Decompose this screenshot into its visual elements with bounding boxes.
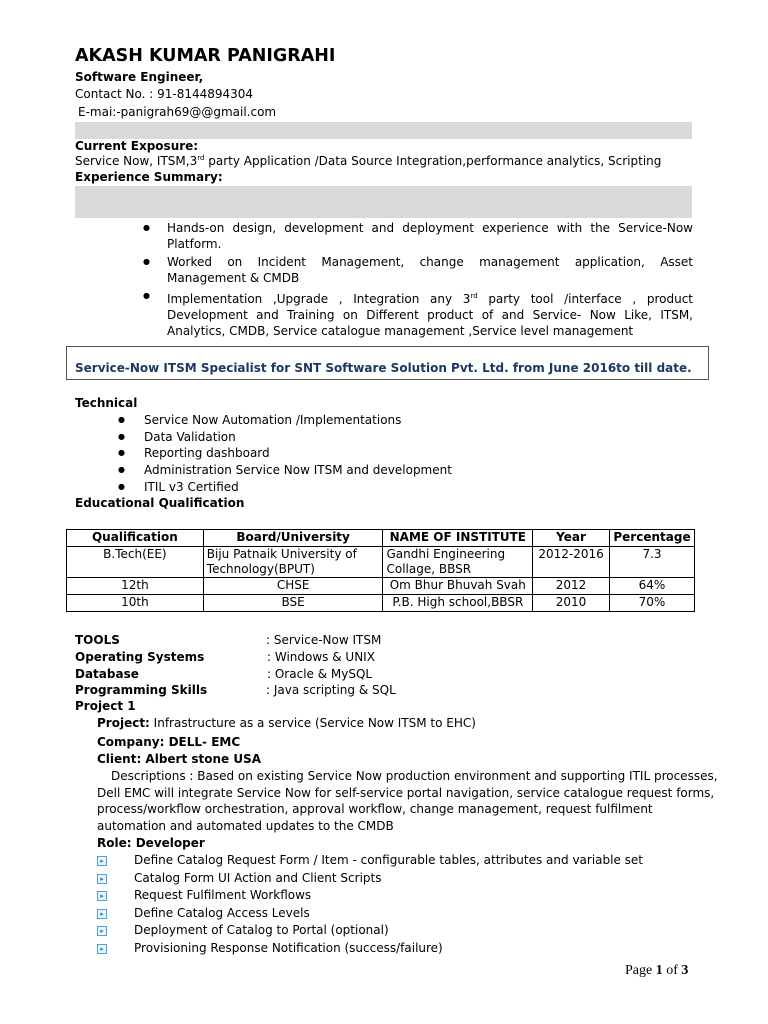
table-cell: 70% xyxy=(609,595,694,612)
experience-bullets xyxy=(143,220,693,341)
technical-list xyxy=(118,412,452,495)
table-cell: 64% xyxy=(609,578,694,595)
table-row xyxy=(67,595,695,612)
list-item: ● Service Now Automation /Implementations xyxy=(118,412,452,429)
table-cell: 12th xyxy=(67,578,204,595)
database-label: Database xyxy=(75,667,139,681)
education-heading: Educational Qualification xyxy=(75,496,245,510)
table-cell: Om Bhur Bhuvah Svah xyxy=(383,578,533,595)
project-description: Dell EMC will integrate Service Now for self-service portal navigation, service catalogue request forms, xyxy=(97,786,715,800)
project-heading: Project 1 xyxy=(75,699,136,713)
programming-value: : Java scripting & SQL xyxy=(266,683,396,697)
arrow-bullet-icon: ▸ xyxy=(97,856,107,866)
os-value: : Windows & UNIX xyxy=(267,650,375,664)
arrow-bullet-icon: ▸ xyxy=(97,874,107,884)
table-header-cell: Percentage xyxy=(609,530,694,547)
table-header-cell: NAME OF INSTITUTE xyxy=(383,530,533,547)
employment-text: Service-Now ITSM Specialist for SNT Software Solution Pvt. Ltd. from June 2016to till date. xyxy=(75,361,692,375)
technical-heading: Technical xyxy=(75,396,138,410)
list-item: ● Data Validation xyxy=(118,429,452,446)
arrow-bullet-icon: ▸ xyxy=(97,891,107,901)
project-company: Company: DELL- EMC xyxy=(97,735,241,749)
list-item: ● Administration Service Now ITSM and development xyxy=(118,462,452,479)
contact-number: Contact No. : 91-8144894304 xyxy=(75,87,254,101)
section-divider xyxy=(75,186,692,218)
table-row xyxy=(67,547,695,578)
task-list xyxy=(97,852,643,958)
table-cell: P.B. High school,BBSR xyxy=(383,595,533,612)
project-client: Client: Albert stone USA xyxy=(97,752,262,766)
candidate-name: AKASH KUMAR PANIGRAHI xyxy=(75,46,336,66)
table-cell: CHSE xyxy=(203,578,383,595)
employment-box xyxy=(66,346,709,380)
job-title: Software Engineer, xyxy=(75,70,204,84)
list-item: ▸ Deployment of Catalog to Portal (optional) xyxy=(97,922,643,940)
project-name: Project: Infrastructure as a service (Service Now ITSM to EHC) xyxy=(97,716,476,730)
list-item: ▸ Provisioning Response Notification (success/failure) xyxy=(97,940,643,958)
project-description: process/workflow orchestration, approval workflow, change management, request fulfilment xyxy=(97,802,653,816)
list-item: ▸ Define Catalog Access Levels xyxy=(97,905,643,923)
os-label: Operating Systems xyxy=(75,650,205,664)
list-item: ● Implementation ,Upgrade , Integration any 3rd party tool /interface , product Development and Training on Different product of and Service- Now Like, ITSM, Analytics, CMDB, Service catalogue management ,Service level management xyxy=(143,288,693,339)
table-cell: 2010 xyxy=(533,595,610,612)
education-table xyxy=(66,529,695,612)
experience-summary-heading: Experience Summary: xyxy=(75,170,223,184)
list-item: ● Worked on Incident Management, change management application, Asset Management & CMDB xyxy=(143,254,693,286)
table-header-cell: Qualification xyxy=(67,530,204,547)
list-item: ▸ Catalog Form UI Action and Client Scripts xyxy=(97,870,643,888)
list-item: ● ITIL v3 Certified xyxy=(118,479,452,496)
current-exposure-heading: Current Exposure: xyxy=(75,139,199,153)
list-item: ▸ Define Catalog Request Form / Item - configurable tables, attributes and variable set xyxy=(97,852,643,870)
database-value: : Oracle & MySQL xyxy=(267,667,373,681)
table-cell: 2012 xyxy=(533,578,610,595)
table-cell: Biju Patnaik University of Technology(BPUT) xyxy=(203,547,383,578)
table-header-row xyxy=(67,530,695,547)
table-cell: BSE xyxy=(203,595,383,612)
project-description: Descriptions : Based on existing Service Now production environment and supporting ITIL processes, xyxy=(111,769,718,783)
table-row xyxy=(67,578,695,595)
table-header-cell: Board/University xyxy=(203,530,383,547)
project-description: automation and automated updates to the CMDB xyxy=(97,819,394,833)
table-cell: B.Tech(EE) xyxy=(67,547,204,578)
section-divider xyxy=(75,122,692,139)
table-cell: 2012-2016 xyxy=(533,547,610,578)
table-cell: Gandhi Engineering Collage, BBSR xyxy=(383,547,533,578)
table-cell: 7.3 xyxy=(609,547,694,578)
table-header-cell: Year xyxy=(533,530,610,547)
programming-label: Programming Skills xyxy=(75,683,208,697)
table-cell: 10th xyxy=(67,595,204,612)
list-item: ▸ Request Fulfilment Workflows xyxy=(97,887,643,905)
page-number: Page 1 of 3 xyxy=(625,963,689,978)
email-address: E-mai:-panigrah69@@gmail.com xyxy=(78,105,277,119)
list-item: ● Hands-on design, development and deployment experience with the Service-Now Platform. xyxy=(143,220,693,252)
current-exposure-text: Service Now, ITSM,3rd party Application /Data Source Integration,performance analytics, Scripting xyxy=(75,154,662,168)
tools-value: : Service-Now ITSM xyxy=(266,633,382,647)
arrow-bullet-icon: ▸ xyxy=(97,926,107,936)
list-item: ● Reporting dashboard xyxy=(118,445,452,462)
arrow-bullet-icon: ▸ xyxy=(97,944,107,954)
arrow-bullet-icon: ▸ xyxy=(97,909,107,919)
project-role: Role: Developer xyxy=(97,836,205,850)
tools-label: TOOLS xyxy=(75,633,120,647)
